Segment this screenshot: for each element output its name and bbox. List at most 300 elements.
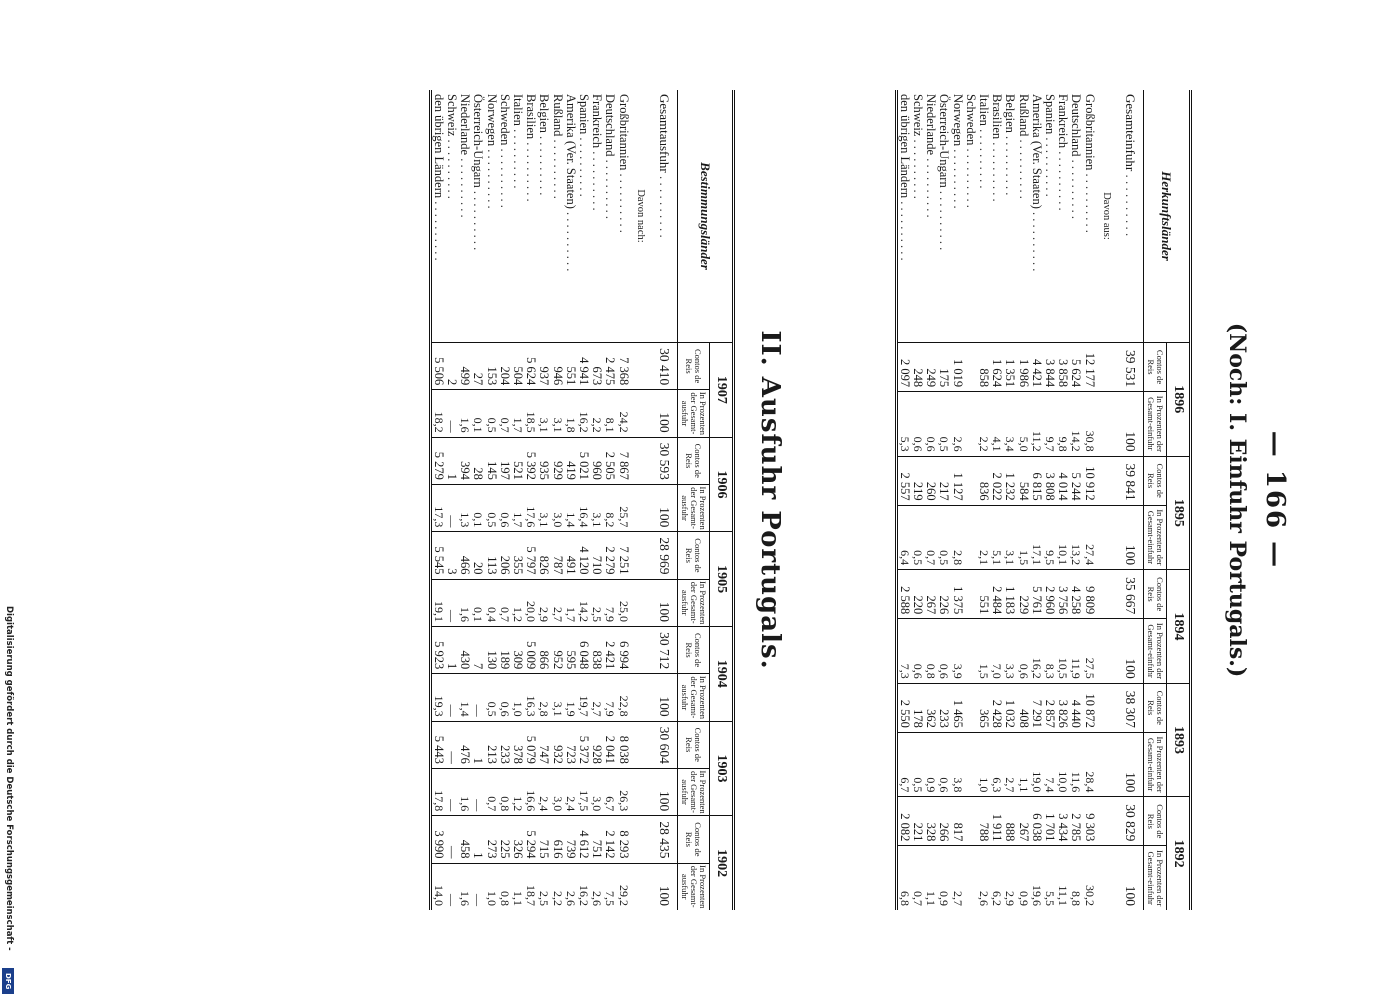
export-caption-spacer: [630, 343, 650, 390]
import-country-row: [1056, 90, 1069, 910]
export-data-cell: 932: [550, 721, 563, 768]
import-caption-spacer: [1096, 619, 1116, 684]
export-data-cell: 935: [537, 437, 550, 484]
export-country-label: Spanien . . .: [577, 90, 590, 343]
import-data-cell: 10,0: [1056, 732, 1069, 797]
import-data-cell: 5,3: [896, 392, 911, 457]
import-data-cell: [964, 343, 977, 392]
export-data-cell: 491: [564, 532, 577, 579]
export-pct-col-header: In Prozenten der Gesamt-ausfuhr: [678, 674, 710, 721]
import-data-cell: 2 428: [990, 683, 1003, 732]
export-data-cell: 5 797: [524, 532, 537, 579]
import-data-cell: 7,4: [1043, 732, 1056, 797]
import-data-cell: 219: [911, 456, 924, 505]
import-data-cell: 178: [911, 683, 924, 732]
import-data-cell: 17,1: [1030, 505, 1043, 570]
import-total-cell: 30 829: [1116, 797, 1144, 846]
import-data-cell: 2,7: [1003, 732, 1016, 797]
export-caption-spacer: [630, 721, 650, 768]
export-total-row: [650, 90, 678, 910]
export-data-cell: 946: [550, 343, 563, 390]
import-data-cell: 8,8: [1069, 846, 1082, 910]
import-data-cell: 248: [911, 343, 924, 392]
export-pct-col-header: In Prozenten der Gesamt-ausfuhr: [678, 863, 710, 910]
export-data-cell: 5 079: [524, 721, 537, 768]
export-data-cell: 7 368: [616, 343, 629, 390]
import-country-label: Schweiz . . .: [911, 90, 924, 343]
import-country-row: [977, 90, 990, 910]
import-data-cell: 260: [924, 456, 937, 505]
import-data-cell: 1 127: [950, 456, 963, 505]
export-pct-col-header: In Prozenten der Gesamt-ausfuhr: [678, 579, 710, 626]
export-data-cell: 3,0: [550, 484, 563, 531]
export-caption-spacer: [630, 437, 650, 484]
export-data-cell: 960: [590, 437, 603, 484]
export-data-cell: 595: [564, 626, 577, 673]
export-data-cell: 3,1: [537, 484, 550, 531]
import-country-label: Schweden . . .: [964, 90, 977, 343]
export-data-cell: 466: [458, 532, 471, 579]
export-data-cell: 6,7: [603, 768, 616, 815]
import-data-cell: 30,2: [1082, 846, 1095, 910]
export-data-cell: 710: [590, 532, 603, 579]
import-total-label: Gesamteinfuhr . . .: [1116, 90, 1144, 343]
import-data-cell: 3,4: [1003, 392, 1016, 457]
export-data-cell: 0,7: [498, 390, 511, 437]
import-data-cell: 0,8: [924, 619, 937, 684]
import-data-cell: 6,3: [990, 732, 1003, 797]
export-data-cell: 7 251: [616, 532, 629, 579]
import-data-cell: 1 032: [1003, 683, 1016, 732]
export-country-row: [498, 90, 511, 910]
export-data-cell: 5 279: [430, 437, 445, 484]
import-data-cell: 0,5: [911, 732, 924, 797]
import-country-row: [924, 90, 937, 910]
import-sub-caption: Davon aus:: [1100, 192, 1112, 240]
export-table: [429, 90, 735, 910]
import-data-cell: 6,8: [896, 846, 911, 910]
export-data-cell: 26,3: [616, 768, 629, 815]
import-pct-col-header: In Prozenten der Gesamt-einfuhr: [1144, 619, 1167, 684]
import-data-cell: 836: [977, 456, 990, 505]
import-data-cell: 14,2: [1069, 392, 1082, 457]
export-data-cell: 2,4: [537, 768, 550, 815]
export-data-cell: 25,0: [616, 579, 629, 626]
export-data-cell: 5 506: [430, 343, 445, 390]
export-data-cell: 19,1: [430, 579, 445, 626]
import-data-cell: 2 857: [1043, 683, 1056, 732]
import-table: [895, 90, 1192, 910]
import-total-cell: 100: [1116, 732, 1144, 797]
export-value-col-header: Contos de Reis: [678, 626, 710, 673]
import-data-cell: 3,1: [1003, 505, 1016, 570]
export-data-cell: 14,0: [430, 863, 445, 910]
import-data-cell: 0,9: [924, 732, 937, 797]
export-data-cell: 3,0: [590, 768, 603, 815]
export-data-cell: 213: [484, 721, 497, 768]
export-data-cell: —: [445, 816, 458, 863]
export-country-label: Brasilien . . .: [524, 90, 537, 343]
import-data-cell: 27,5: [1082, 619, 1095, 684]
import-year-header: 1893: [1167, 683, 1191, 797]
export-data-cell: 928: [590, 721, 603, 768]
export-data-cell: 1,3: [458, 484, 471, 531]
export-caption-spacer: [630, 674, 650, 721]
import-data-cell: 788: [977, 797, 990, 846]
import-data-cell: 5 244: [1069, 456, 1082, 505]
import-data-cell: 267: [924, 570, 937, 619]
export-data-cell: 197: [498, 437, 511, 484]
export-data-cell: —: [471, 863, 484, 910]
import-data-cell: 4 258: [1069, 570, 1082, 619]
import-total-cell: 39 841: [1116, 456, 1144, 505]
export-data-cell: 2,7: [590, 674, 603, 721]
export-total-cell: 100: [650, 390, 678, 437]
export-data-cell: 17,6: [524, 484, 537, 531]
import-data-cell: 221: [911, 797, 924, 846]
import-data-cell: 1,5: [977, 619, 990, 684]
import-section-title: (Noch: I. Einfuhr Portugals.): [1224, 322, 1250, 678]
export-data-cell: 739: [564, 816, 577, 863]
export-country-row: [524, 90, 537, 910]
import-country-row: [950, 90, 963, 910]
export-data-cell: 16,2: [577, 390, 590, 437]
export-country-row: [577, 90, 590, 910]
import-data-cell: 1,1: [1016, 732, 1029, 797]
export-data-cell: —: [445, 863, 458, 910]
import-total-cell: 35 667: [1116, 570, 1144, 619]
export-total-cell: 30 410: [650, 343, 678, 390]
export-data-cell: —: [445, 484, 458, 531]
export-sub-caption: Davon nach:: [634, 189, 646, 243]
export-data-cell: 419: [564, 437, 577, 484]
export-data-cell: 3,1: [550, 674, 563, 721]
export-data-cell: 1,2: [511, 579, 524, 626]
export-data-cell: 5 392: [524, 437, 537, 484]
import-data-cell: 6 815: [1030, 456, 1043, 505]
import-data-cell: 2,6: [977, 846, 990, 910]
export-data-cell: 866: [537, 626, 550, 673]
import-pct-col-header: In Prozenten der Gesamt-einfuhr: [1144, 505, 1167, 570]
export-data-cell: 18,5: [524, 390, 537, 437]
import-data-cell: 249: [924, 343, 937, 392]
import-data-cell: 1 911: [990, 797, 1003, 846]
import-data-cell: 1,0: [977, 732, 990, 797]
import-pct-col-header: In Prozenten der Gesamt-einfuhr: [1144, 732, 1167, 797]
export-data-cell: 0,8: [498, 768, 511, 815]
export-data-cell: 1: [471, 816, 484, 863]
export-data-cell: 1,4: [458, 674, 471, 721]
export-data-cell: 673: [590, 343, 603, 390]
export-country-label: Frankreich . . .: [590, 90, 603, 343]
import-data-cell: 9,7: [1043, 392, 1056, 457]
export-data-cell: 326: [511, 816, 524, 863]
import-data-cell: 0,7: [924, 505, 937, 570]
export-year-header: 1906: [710, 437, 734, 532]
import-data-cell: [964, 732, 977, 797]
export-data-cell: —: [445, 768, 458, 815]
import-data-cell: 10 872: [1082, 683, 1095, 732]
import-data-cell: 365: [977, 683, 990, 732]
import-data-cell: 4 440: [1069, 683, 1082, 732]
import-country-row: [990, 90, 1003, 910]
export-data-cell: 3: [445, 532, 458, 579]
import-country-row: [937, 90, 950, 910]
import-data-cell: 2,2: [977, 392, 990, 457]
import-data-cell: 13,2: [1069, 505, 1082, 570]
export-data-cell: 0,8: [498, 863, 511, 910]
import-data-cell: 0,9: [1016, 846, 1029, 910]
import-data-cell: 12 177: [1082, 343, 1095, 392]
import-data-cell: 0,9: [937, 846, 950, 910]
export-country-row: [564, 90, 577, 910]
export-data-cell: 189: [498, 626, 511, 673]
export-data-cell: 2,2: [550, 863, 563, 910]
export-data-cell: 18,7: [524, 863, 537, 910]
export-caption-row: [630, 90, 650, 910]
export-data-cell: 1,0: [511, 674, 524, 721]
import-caption-spacer: [1096, 732, 1116, 797]
import-country-row: [1003, 90, 1016, 910]
export-data-cell: 0,7: [484, 768, 497, 815]
export-data-cell: 499: [458, 343, 471, 390]
export-caption-spacer: [630, 532, 650, 579]
import-data-cell: 2,9: [1003, 846, 1016, 910]
export-data-cell: 1,7: [564, 579, 577, 626]
export-data-cell: 378: [511, 721, 524, 768]
export-data-cell: 2,6: [590, 863, 603, 910]
export-data-cell: 3,1: [537, 390, 550, 437]
import-data-cell: 0,6: [937, 619, 950, 684]
import-data-cell: 888: [1003, 797, 1016, 846]
import-data-cell: 0,5: [911, 505, 924, 570]
export-data-cell: 1,6: [458, 390, 471, 437]
export-data-cell: 18,2: [430, 390, 445, 437]
export-country-row: [511, 90, 524, 910]
import-country-label: Brasilien . . .: [990, 90, 1003, 343]
import-data-cell: 2,1: [977, 505, 990, 570]
export-country-label: Großbritannien . . .: [616, 90, 629, 343]
export-data-cell: —: [471, 768, 484, 815]
export-data-cell: 233: [498, 721, 511, 768]
import-year-header: 1892: [1167, 797, 1191, 910]
export-data-cell: 1,0: [484, 863, 497, 910]
import-data-cell: 3 826: [1056, 683, 1069, 732]
export-data-cell: 1,4: [564, 484, 577, 531]
export-value-col-header: Contos de Reis: [678, 532, 710, 579]
export-data-cell: 17,8: [430, 768, 445, 815]
import-total-cell: 39 531: [1116, 343, 1144, 392]
export-data-cell: —: [445, 390, 458, 437]
export-total-cell: 100: [650, 484, 678, 531]
export-country-label: Belgien . . .: [537, 90, 550, 343]
import-caption-spacer: [1096, 797, 1116, 846]
import-total-cell: 100: [1116, 392, 1144, 457]
funding-attribution: Digitalisierung gefördert durch die Deutsche Forschungsgemeinschaft -: [4, 606, 14, 951]
import-data-cell: 3 844: [1043, 343, 1056, 392]
import-total-cell: 100: [1116, 505, 1144, 570]
import-pct-col-header: In Prozenten der Gesamt-einfuhr: [1144, 846, 1167, 910]
export-data-cell: 5 443: [430, 721, 445, 768]
export-data-cell: 5 624: [524, 343, 537, 390]
import-data-cell: 3,8: [950, 732, 963, 797]
export-caption-spacer: [630, 579, 650, 626]
export-data-cell: 2 279: [603, 532, 616, 579]
import-data-cell: 6,4: [896, 505, 911, 570]
import-caption-spacer: [1096, 343, 1116, 392]
export-data-cell: 2,5: [537, 863, 550, 910]
export-data-cell: 225: [498, 816, 511, 863]
export-country-label: Niederlande . . .: [458, 90, 471, 343]
import-caption-spacer: [1096, 570, 1116, 619]
export-total-cell: 100: [650, 863, 678, 910]
export-data-cell: 25,7: [616, 484, 629, 531]
import-data-cell: 9,8: [1056, 392, 1069, 457]
import-year-header: 1894: [1167, 570, 1191, 684]
import-data-cell: 5 624: [1069, 343, 1082, 392]
export-data-cell: 2 475: [603, 343, 616, 390]
export-data-cell: 19,7: [577, 674, 590, 721]
export-data-cell: 0,5: [484, 390, 497, 437]
import-data-cell: 0,6: [924, 392, 937, 457]
export-value-col-header: Contos de Reis: [678, 816, 710, 863]
import-data-cell: 11,6: [1069, 732, 1082, 797]
export-data-cell: 0,1: [471, 579, 484, 626]
import-data-cell: 2 097: [896, 343, 911, 392]
import-data-cell: 5,1: [990, 505, 1003, 570]
import-caption-row: [1096, 90, 1116, 910]
import-data-cell: 3,3: [1003, 619, 1016, 684]
import-data-cell: 9 303: [1082, 797, 1095, 846]
export-country-label: Österreich-Ungarn . . .: [471, 90, 484, 343]
export-data-cell: 715: [537, 816, 550, 863]
import-head-label: Herkunftsländer: [1144, 90, 1191, 343]
import-data-cell: 817: [950, 797, 963, 846]
import-data-cell: 0,6: [937, 732, 950, 797]
import-data-cell: 10 912: [1082, 456, 1095, 505]
export-data-cell: —: [445, 721, 458, 768]
import-data-cell: 2 557: [896, 456, 911, 505]
export-data-cell: 20: [471, 532, 484, 579]
export-data-cell: 5 021: [577, 437, 590, 484]
export-data-cell: 5 545: [430, 532, 445, 579]
export-data-cell: 0,5: [484, 674, 497, 721]
import-caption-spacer: [1096, 392, 1116, 457]
import-country-row: [1016, 90, 1029, 910]
export-data-cell: 28: [471, 437, 484, 484]
import-data-cell: 5,0: [1016, 392, 1029, 457]
export-data-cell: 1: [445, 437, 458, 484]
export-data-cell: 1,6: [458, 768, 471, 815]
import-country-row: [1043, 90, 1056, 910]
export-data-cell: —: [445, 579, 458, 626]
export-country-label: Italien . . .: [511, 90, 524, 343]
export-data-cell: 5 294: [524, 816, 537, 863]
export-data-cell: 937: [537, 343, 550, 390]
import-caption-spacer: [1096, 456, 1116, 505]
export-total-cell: 28 969: [650, 532, 678, 579]
export-year-header: 1905: [710, 532, 734, 627]
export-year-header: 1907: [710, 343, 734, 438]
export-data-cell: 4 941: [577, 343, 590, 390]
import-data-cell: 362: [924, 683, 937, 732]
export-data-cell: —: [445, 674, 458, 721]
export-data-cell: 3 990: [430, 816, 445, 863]
export-caption-spacer: [630, 390, 650, 437]
import-data-cell: 19,6: [1030, 846, 1043, 910]
export-total-cell: 100: [650, 579, 678, 626]
export-country-row: [550, 90, 563, 910]
export-data-cell: 2 041: [603, 721, 616, 768]
import-data-cell: 30,8: [1082, 392, 1095, 457]
import-data-cell: 3 756: [1056, 570, 1069, 619]
import-data-cell: 4 421: [1030, 343, 1043, 392]
export-data-cell: 723: [564, 721, 577, 768]
export-data-cell: 17,3: [430, 484, 445, 531]
export-year-row: [710, 90, 734, 910]
import-data-cell: 175: [937, 343, 950, 392]
export-data-cell: 2 505: [603, 437, 616, 484]
dfg-logo: DFG: [2, 968, 14, 994]
export-data-cell: 4 120: [577, 532, 590, 579]
export-data-cell: 0,6: [498, 484, 511, 531]
import-caption-spacer: [1096, 846, 1116, 910]
export-data-cell: 145: [484, 437, 497, 484]
export-data-cell: 16,3: [524, 674, 537, 721]
export-data-cell: 458: [458, 816, 471, 863]
export-data-cell: 2,9: [537, 579, 550, 626]
export-data-cell: 355: [511, 532, 524, 579]
export-country-label: den übrigen Ländern . . .: [430, 90, 445, 343]
export-data-cell: 24,2: [616, 390, 629, 437]
import-data-cell: 11,9: [1069, 619, 1082, 684]
import-data-cell: 7 291: [1030, 683, 1043, 732]
import-data-cell: 1 701: [1043, 797, 1056, 846]
import-total-row: [1116, 90, 1144, 910]
import-country-label: Österreich-Ungarn . . .: [937, 90, 950, 343]
page-number: — 166 —: [1260, 430, 1290, 570]
export-data-cell: 521: [511, 437, 524, 484]
export-data-cell: 2,2: [590, 390, 603, 437]
export-data-cell: 1: [445, 626, 458, 673]
export-year-header: 1903: [710, 721, 734, 816]
export-data-cell: 27: [471, 343, 484, 390]
import-data-cell: [964, 456, 977, 505]
import-data-cell: 0,6: [911, 619, 924, 684]
export-data-cell: 551: [564, 343, 577, 390]
import-data-cell: 11,2: [1030, 392, 1043, 457]
export-country-row: [484, 90, 497, 910]
import-data-cell: 19,0: [1030, 732, 1043, 797]
export-data-cell: 616: [550, 816, 563, 863]
import-data-cell: 408: [1016, 683, 1029, 732]
import-country-label: Rußland . . .: [1016, 90, 1029, 343]
import-country-row: [1030, 90, 1043, 910]
import-data-cell: 2 022: [990, 456, 1003, 505]
export-country-label: Schweiz . . .: [445, 90, 458, 343]
export-data-cell: 8,2: [603, 484, 616, 531]
import-data-cell: 0,7: [911, 846, 924, 910]
export-data-cell: 3,1: [590, 484, 603, 531]
export-data-cell: 1,6: [458, 863, 471, 910]
import-data-cell: 1 375: [950, 570, 963, 619]
export-data-cell: 747: [537, 721, 550, 768]
import-year-row: [1167, 90, 1191, 910]
export-pct-col-header: In Prozenten der Gesamt-ausfuhr: [678, 768, 710, 815]
import-data-cell: 11,1: [1056, 846, 1069, 910]
import-data-cell: 1 465: [950, 683, 963, 732]
export-data-cell: 16,2: [577, 863, 590, 910]
